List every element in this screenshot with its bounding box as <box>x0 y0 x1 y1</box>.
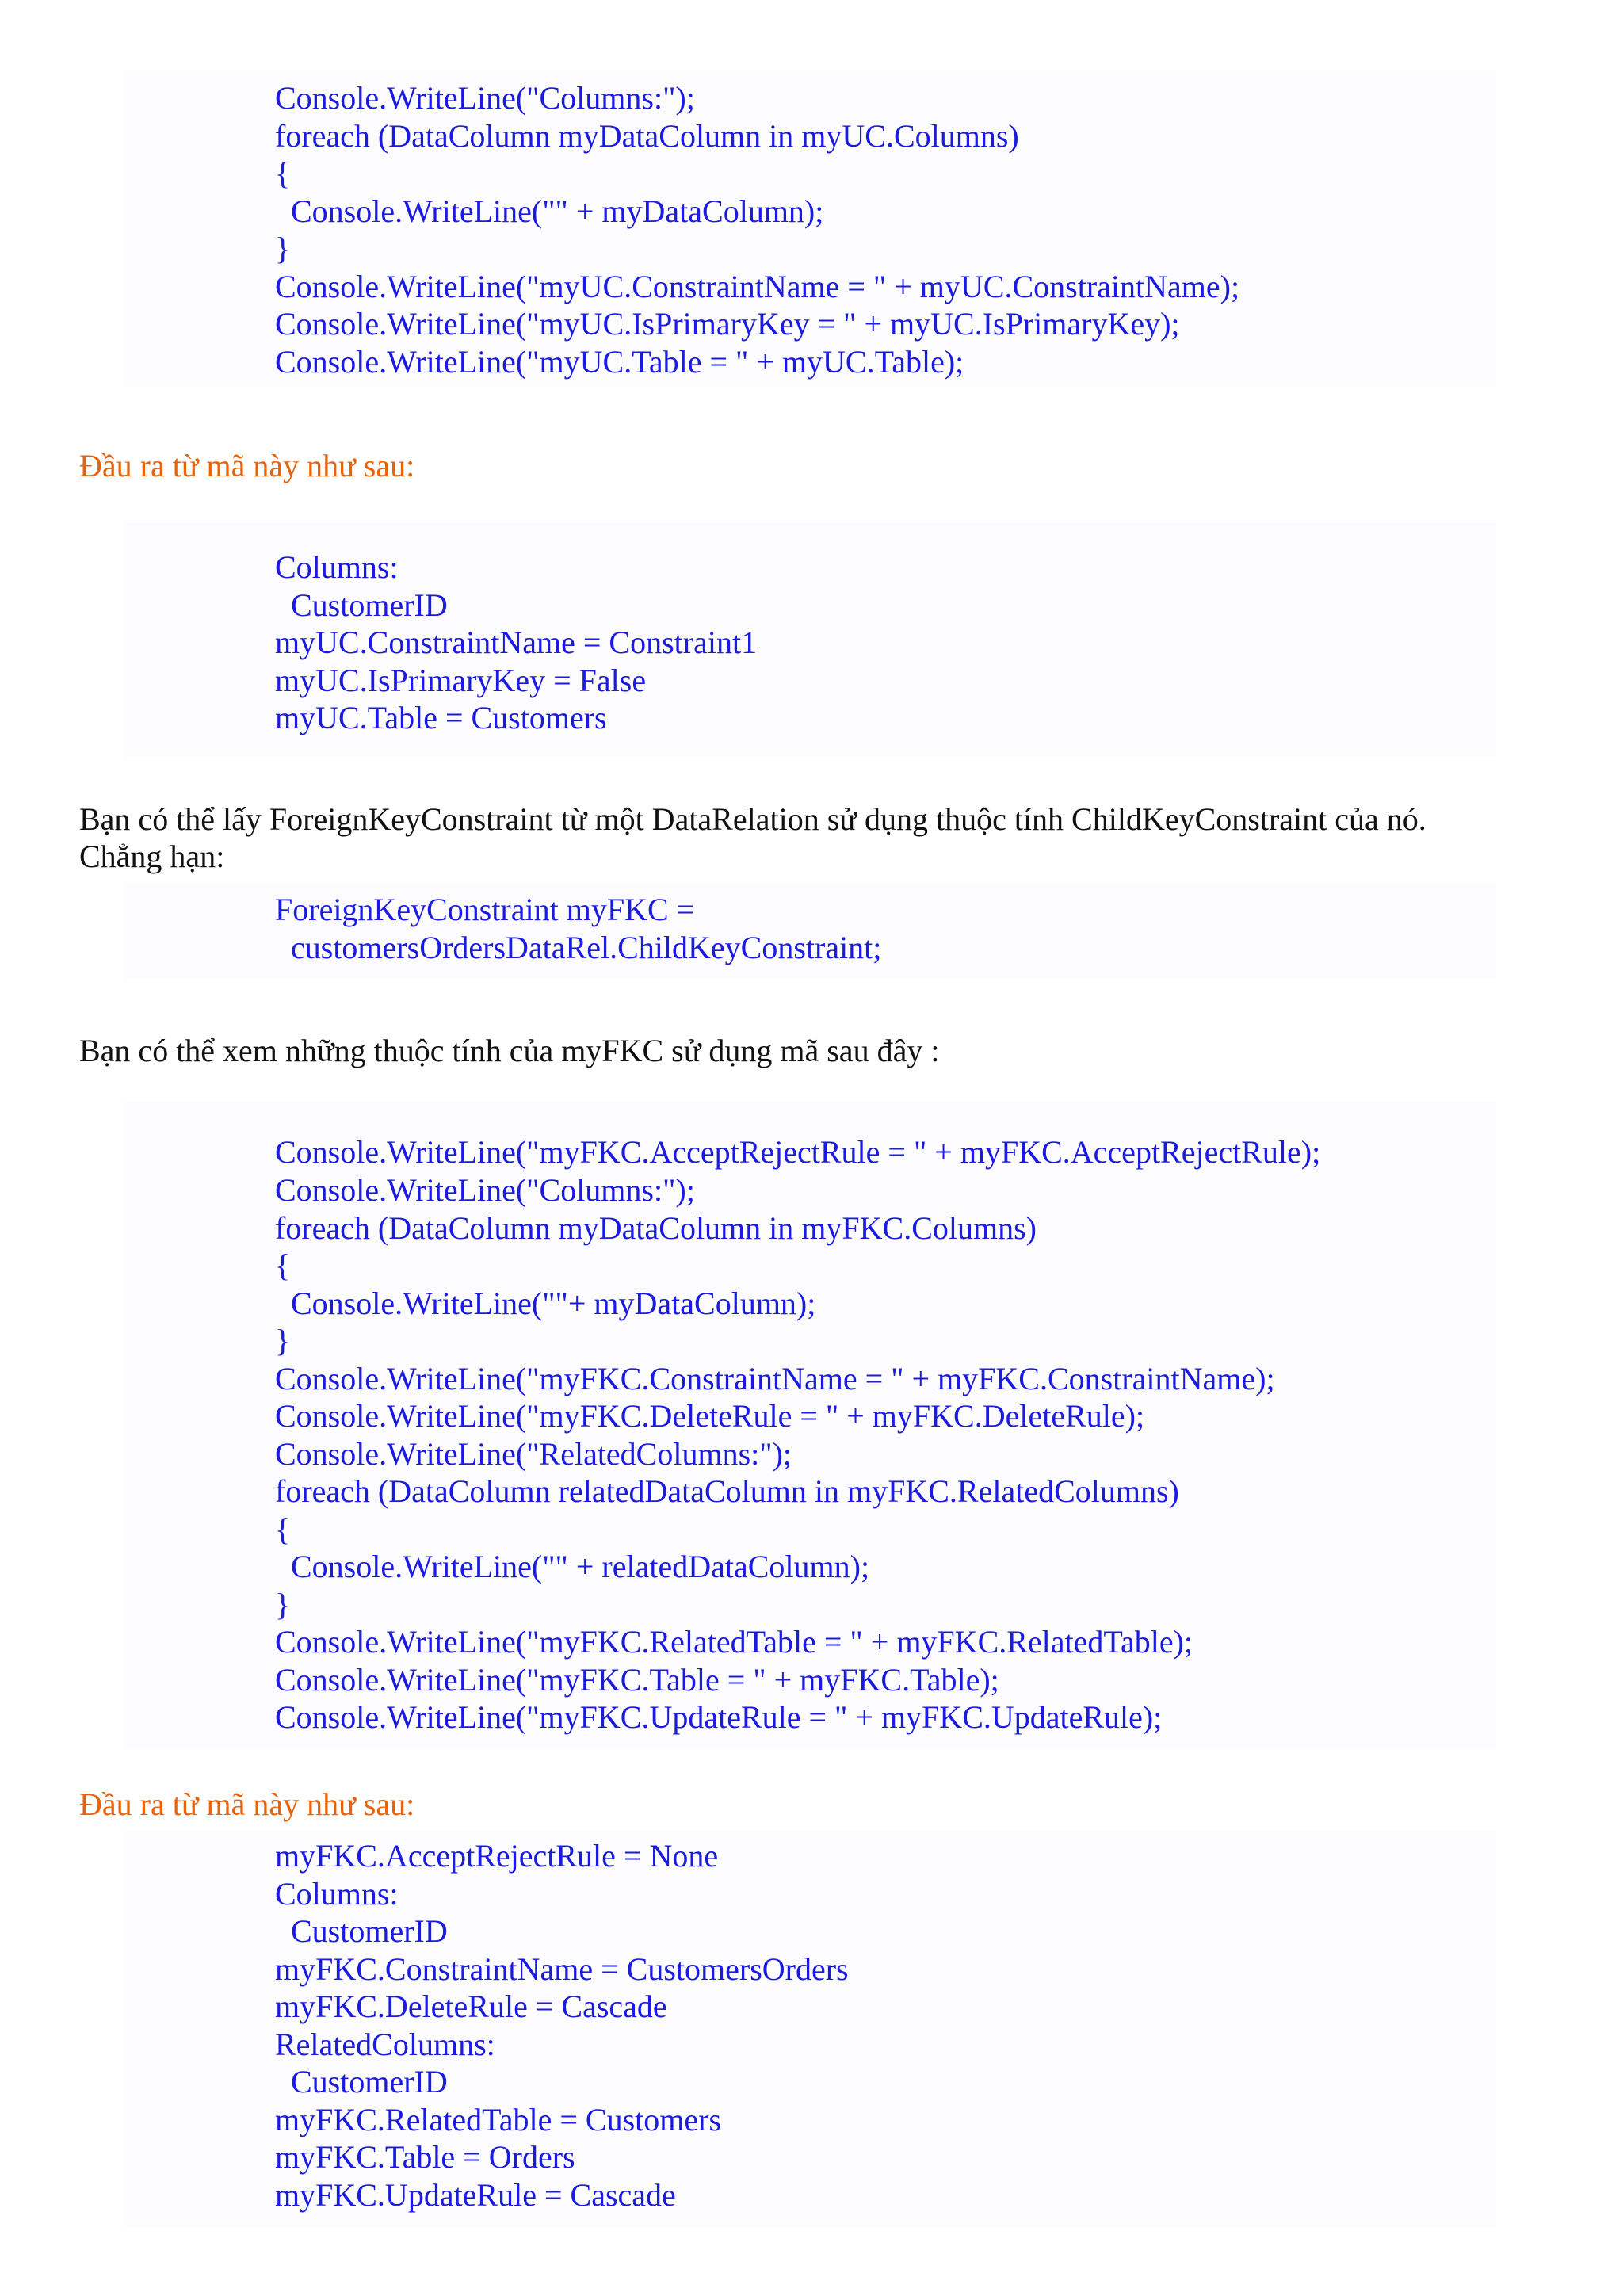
code-line: Console.WriteLine("myUC.Table = " + myUC.Table); <box>275 344 964 380</box>
code-line: { <box>275 1511 291 1547</box>
code-line: Console.WriteLine("myUC.IsPrimaryKey = " + myUC.IsPrimaryKey); <box>275 306 1180 342</box>
code-line: Console.WriteLine(""+ myDataColumn); <box>275 1286 816 1321</box>
code-line: Console.WriteLine("myFKC.UpdateRule = " + myFKC.UpdateRule); <box>275 1699 1163 1735</box>
paragraph-1-line-2: Chẳng hạn: <box>79 839 225 874</box>
code-line: foreach (DataColumn myDataColumn in myUC.Columns) <box>275 118 1019 154</box>
code-line: Console.WriteLine("RelatedColumns:"); <box>275 1436 792 1472</box>
output-line: myFKC.ConstraintName = CustomersOrders <box>275 1951 849 1987</box>
output-line: CustomerID <box>275 1913 448 1949</box>
output-heading-1: Đầu ra từ mã này như sau: <box>79 448 415 483</box>
code-line: Console.WriteLine("" + myDataColumn); <box>275 193 824 229</box>
code-line: Console.WriteLine("myUC.ConstraintName = " + myUC.ConstraintName); <box>275 269 1240 304</box>
code-line: } <box>275 231 291 266</box>
code-line: foreach (DataColumn relatedDataColumn in myFKC.RelatedColumns) <box>275 1473 1179 1509</box>
output-line: Columns: <box>275 1876 399 1912</box>
output-line: myFKC.AcceptRejectRule = None <box>275 1838 719 1874</box>
output-line: CustomerID <box>275 2064 448 2099</box>
code-line: Console.WriteLine("myFKC.Table = " + myFKC.Table); <box>275 1662 999 1698</box>
output-line: Columns: <box>275 549 399 585</box>
output-line: myUC.ConstraintName = Constraint1 <box>275 625 758 660</box>
paragraph-1-line-1: Bạn có thể lấy ForeignKeyConstraint từ một DataRelation sử dụng thuộc tính ChildKeyConstraint của nó. <box>79 801 1426 837</box>
output-line: myUC.Table = Customers <box>275 700 607 735</box>
code-line: Console.WriteLine("myFKC.DeleteRule = " + myFKC.DeleteRule); <box>275 1398 1145 1434</box>
code-line: Console.WriteLine("Columns:"); <box>275 80 695 116</box>
code-line: { <box>275 155 291 191</box>
output-line: CustomerID <box>275 587 448 623</box>
output-line: myFKC.UpdateRule = Cascade <box>275 2177 676 2213</box>
output-heading-2: Đầu ra từ mã này như sau: <box>79 1786 415 1822</box>
code-line: Console.WriteLine("myFKC.AcceptRejectRule = " + myFKC.AcceptRejectRule); <box>275 1134 1321 1170</box>
code-line: Console.WriteLine("" + relatedDataColumn); <box>275 1549 870 1584</box>
code-line: { <box>275 1247 291 1283</box>
output-line: myFKC.Table = Orders <box>275 2139 575 2175</box>
code-line: customersOrdersDataRel.ChildKeyConstraint; <box>275 930 882 965</box>
code-line: } <box>275 1323 291 1358</box>
code-line: Console.WriteLine("myFKC.RelatedTable = " + myFKC.RelatedTable); <box>275 1624 1193 1660</box>
output-line: myUC.IsPrimaryKey = False <box>275 663 647 698</box>
code-line: Console.WriteLine("Columns:"); <box>275 1172 695 1208</box>
output-line: myFKC.DeleteRule = Cascade <box>275 1988 667 2024</box>
code-line: ForeignKeyConstraint myFKC = <box>275 892 695 927</box>
paragraph-2: Bạn có thể xem những thuộc tính của myFKC sử dụng mã sau đây : <box>79 1033 940 1068</box>
code-line: foreach (DataColumn myDataColumn in myFKC.Columns) <box>275 1210 1037 1246</box>
output-line: RelatedColumns: <box>275 2027 495 2062</box>
code-line: Console.WriteLine("myFKC.ConstraintName = " + myFKC.ConstraintName); <box>275 1361 1275 1396</box>
code-line: } <box>275 1587 291 1622</box>
output-line: myFKC.RelatedTable = Customers <box>275 2102 722 2137</box>
